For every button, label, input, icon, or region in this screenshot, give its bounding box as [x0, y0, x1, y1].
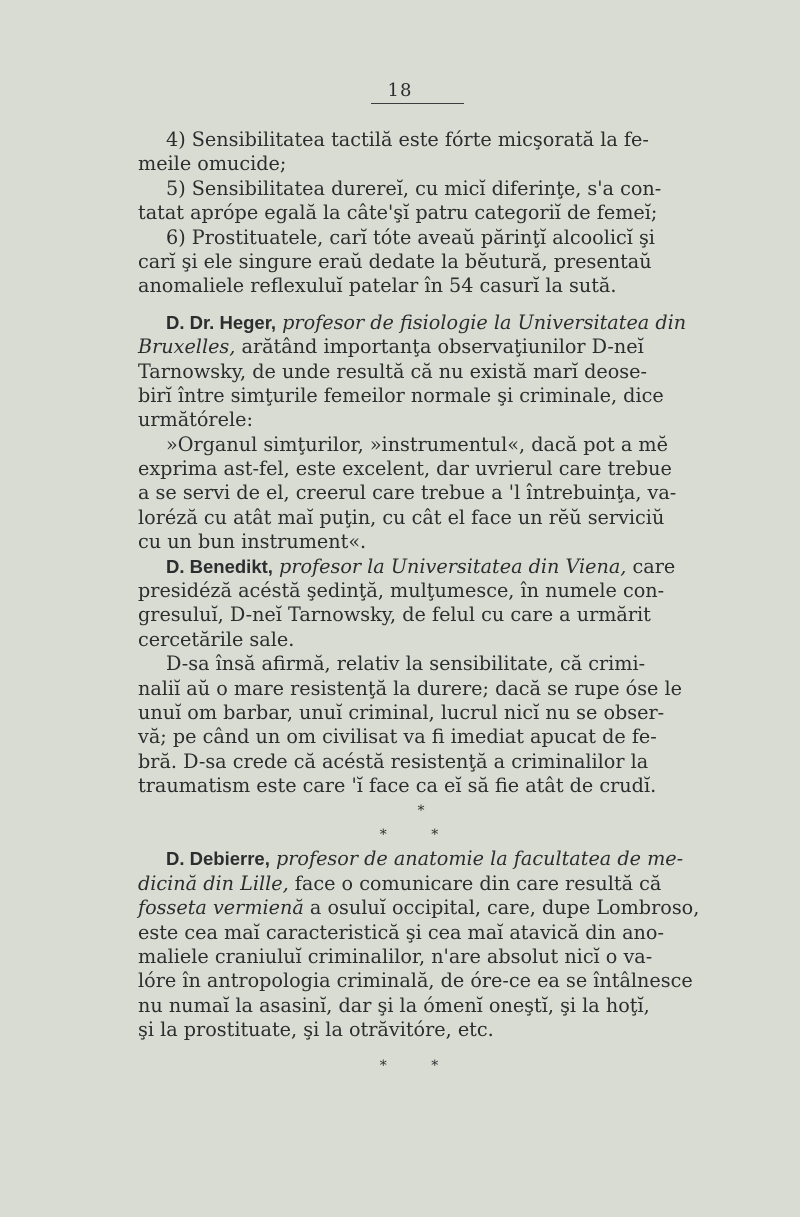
text-line: 5) Sensibilitatea durereĭ, cu micĭ diferinţe, s'a con- [166, 176, 662, 200]
speaker-role: profesor de fisiologie la Universitatea din [282, 310, 687, 334]
text-line: »Organul simţurilor, »instrumentul«, dacă pot a mĕ [166, 432, 668, 456]
text-line: lóre în antropologia criminală, de óre-ce ea se întâlnesce [138, 969, 693, 993]
speaker-role-cont: dicină din Lille, [138, 871, 289, 895]
page-number: 18 [387, 80, 413, 101]
text-line: cu un bun instrument«. [138, 530, 367, 554]
text-line: meile omucide; [138, 152, 287, 176]
header-rule [371, 103, 464, 104]
section-separator: * * [379, 826, 459, 843]
paragraph-gap [138, 299, 700, 311]
text-line: loréză cu atât maĭ puţin, cu cât el face un rĕŭ serviciŭ [138, 505, 665, 529]
text-line: cercetările sale. [138, 627, 295, 651]
section-separator: * * [379, 1058, 459, 1075]
text-line: carĭ şi ele singure eraŭ dedate la bĕutură, presentaŭ [138, 249, 652, 273]
text-line: şi la prostituate, şi la otrăvitóre, etc. [138, 1018, 494, 1042]
text-line: următórele: [138, 408, 253, 432]
text-line: D-sa însă afirmă, relativ la sensibilitate, că crimi- [166, 652, 646, 676]
text-line: 4) Sensibilitatea tactilă este fórte micşorată la fe- [166, 128, 649, 151]
text-line: tatat aprópe egală la câte'şĭ patru categoriĭ de femeĭ; [138, 201, 658, 225]
text-line: birĭ între simţurile femeilor normale şi criminale, dice [138, 383, 664, 407]
speaker-name: D. Benedikt, [166, 555, 273, 577]
text-line: bră. D-sa crede că acéstă resistenţă a criminalilor la [138, 749, 649, 773]
text-line: presidéză acéstă şedinţă, mulţumesce, în numele con- [138, 579, 665, 603]
benedikt-line [138, 555, 700, 579]
text-line: traumatism este care 'ĭ face ca eĭ să fie atât de crudĭ. [138, 774, 657, 798]
debierre-line [138, 847, 700, 871]
text-span: care [632, 554, 676, 578]
debierre-line [138, 896, 700, 920]
speaker-city: Bruxelles, [138, 335, 236, 359]
anatomy-term: fosseta vermienă [138, 896, 304, 920]
text-span: a osuluĭ occipital, care, dupe Lombroso, [309, 896, 700, 920]
text-span: face o comunicare din care resultă că [294, 871, 662, 895]
page-body [138, 128, 700, 1079]
text-span: arătând importanţa observaţiunilor D-neĭ [241, 335, 644, 359]
speaker-name: D. Dr. Heger, [166, 311, 277, 333]
text-line: este cea maĭ caracteristică şi cea maĭ atavică din ano- [138, 920, 664, 944]
heger-line [138, 311, 700, 335]
speaker-name: D. Debierre, [166, 848, 270, 870]
section-separator: * [417, 802, 445, 819]
paragraph-gap [138, 1042, 700, 1054]
text-line: maliele craniuluĭ criminalilor, n'are absolut nicĭ o va- [138, 944, 653, 968]
text-line: anomaliele reflexuluĭ patelar în 54 casurĭ la sută. [138, 274, 617, 298]
speaker-role: profesor la Universitatea din Viena, [279, 554, 627, 578]
debierre-line [138, 872, 700, 896]
heger-line [138, 335, 700, 359]
text-line: a se servi de el, creerul care trebue a 'l întrebuinţa, va- [138, 481, 677, 505]
text-line: unuĭ om barbar, unuĭ criminal, lucrul nicĭ nu se obser- [138, 700, 665, 724]
text-line: nu numaĭ la asasinĭ, dar şi la ómenĭ oneştĭ, şi la hoţĭ, [138, 993, 650, 1017]
text-line: 6) Prostituatele, carĭ tóte aveaŭ părinţĭ alcoolicĭ şi [166, 225, 655, 249]
text-line: naliĭ aŭ o mare resistenţă la durere; dacă se rupe óse le [138, 676, 682, 700]
text-line: vă; pe când un om civilisat va fi imediat apucat de fe- [138, 725, 657, 749]
text-line: Tarnowsky, de unde resultă că nu există marĭ deose- [138, 359, 647, 383]
speaker-role: profesor de anatomie la facultatea de me- [275, 847, 684, 871]
text-line: exprima ast-fel, este excelent, dar uvrierul care trebue [138, 457, 672, 481]
text-line: gresuluĭ, D-neĭ Tarnowsky, de felul cu care a urmărit [138, 603, 651, 627]
